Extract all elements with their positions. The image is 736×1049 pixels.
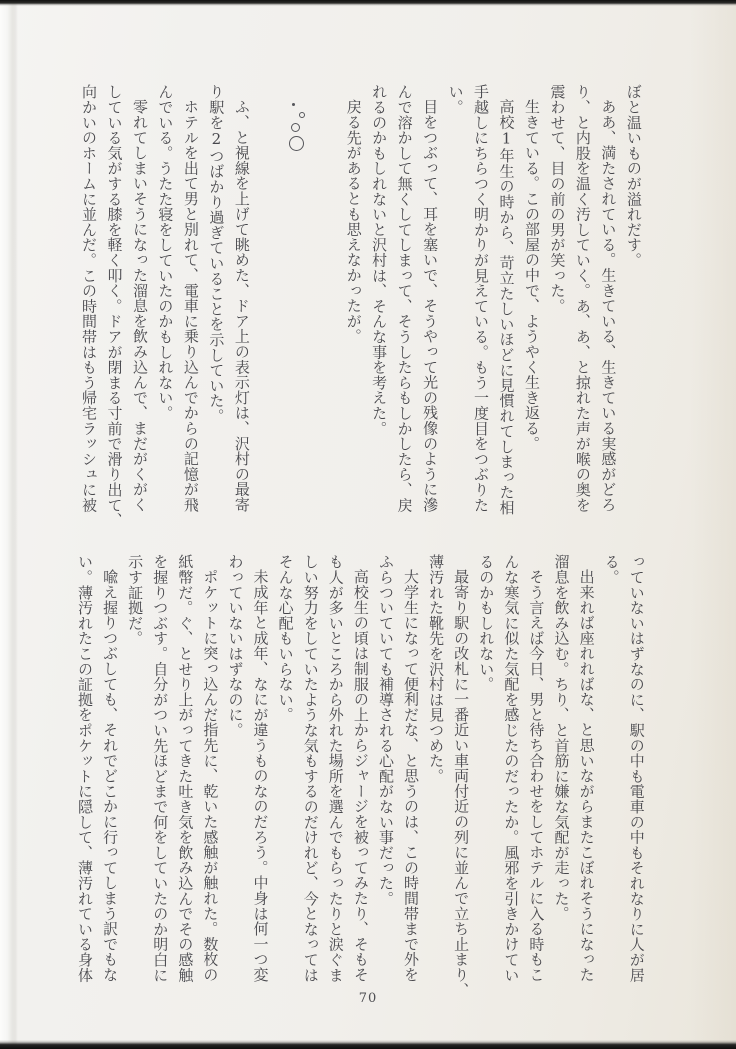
text-column: 高校1年生の時から、苛立たしいほどに見慣れてしまった相: [497, 99, 516, 516]
text-column: っていないはずなのに、駅の中も電車の中もそれなりに人が居: [627, 554, 646, 983]
text-column: 大学生になって便利だな、と思うのは、この時間帯まで外を: [402, 569, 421, 983]
text-column: そう言えば今日、男と待ち合わせをしてホテルに入る時もこ: [527, 569, 546, 983]
text-column: 戻る先があるとも思えなかったが。: [344, 99, 363, 344]
text-column: 手越しにちらつく明かりが見えている。もう一度目をつぶりた: [472, 84, 491, 513]
blank-column: [319, 84, 335, 536]
text-column: 目をつぶって、耳を塞いで、そうやって光の残像のように滲: [421, 99, 440, 513]
text-column: 震わせて、目の前の男が笑った。: [548, 84, 567, 314]
text-column: 示す証拠だ。: [126, 554, 145, 646]
text-column: ふらついていても補導される心配がない事だった。: [376, 554, 395, 906]
text-column: 喩え握りつぶしても、それでどこかに行ってしまう訳でもな: [101, 569, 120, 983]
text-column: り駅を2つばかり過ぎていることを示していた。: [207, 84, 226, 424]
text-column: ふ、と視線を上げて眺めた、ドア上の表示灯は、沢村の最寄: [232, 99, 251, 513]
text-column: 紙幣だ。ぐ、とせり上がってきた吐き気を飲み込んでその感触: [176, 554, 195, 983]
text-column: 未成年と成年、なにが違うものなのだろう。中身は何一つ変: [251, 569, 270, 983]
text-column: も人が多いところから外れた場所を選んでもらったりと涙ぐま: [326, 554, 345, 983]
text-column: 最寄り駅の改札に一番近い車両付近の列に並んで立ち止まり、: [452, 569, 471, 998]
text-column: り、と内股を温く汚していく。あ、あ、と掠れた声が喉の奥を: [573, 84, 592, 513]
text-column: 向かいのホームに並んだ。この時間帯はもう帰宅ラッシュに被: [80, 84, 98, 513]
text-column: い。薄汚れたこの証拠をポケットに隠して、薄汚れている身体: [76, 554, 94, 983]
scene-break-mark: [291, 123, 300, 132]
text-column: している気がする膝を軽く叩く。ドアが閉まる寸前で滑り出て、: [105, 84, 124, 528]
text-column: い。: [446, 84, 465, 115]
text-block-top: [80, 84, 641, 536]
scene-break-mark: [299, 112, 305, 118]
text-column: を握りつぶす。自分がつい先ほどまで何をしていたのか明白に: [151, 554, 170, 983]
scan-edge-top: [0, 0, 736, 6]
text-column: 零れてしまいそうになった溜息を飲み込んで、まだがくがく: [130, 99, 149, 513]
text-block-bottom: [76, 554, 646, 998]
text-column: ホテルを出て男と別れて、電車に乗り込んでからの記憶が飛: [181, 99, 200, 513]
page-number: 70: [358, 991, 378, 1006]
text-column: ぼと温いものが溢れだす。: [624, 84, 643, 268]
text-column: そんな心配もいらない。: [276, 554, 295, 723]
scan-shade-right: [690, 0, 736, 1049]
text-column: れるのかもしれないと沢村は、そんな事を考えた。: [370, 84, 389, 436]
text-column: んで溶かして無くしてしまって、そうしたらもしかしたら、戻: [395, 84, 414, 513]
text-column: る。: [602, 554, 621, 585]
scan-edge-bottom: [0, 1040, 736, 1049]
scene-break-mark: [292, 103, 295, 106]
text-column: 溜息を飲み込む。ちり、と首筋に嫌な気配が走った。: [552, 554, 571, 922]
scene-break-mark: [289, 136, 304, 151]
text-column: んでいる。うたた寝をしていたのかもしれない。: [156, 84, 175, 421]
text-column: 薄汚れた靴先を沢村は見つめた。: [427, 554, 446, 784]
text-column: ああ、満たされている。生きている、生きている実感がどろ: [599, 99, 618, 513]
text-column: 出来れば座れればな、と思いながらまたこぼれそうになった: [577, 569, 596, 983]
blank-column: [258, 84, 274, 536]
text-column: んな寒気に似た気配を感じたのだったか。風邪を引きかけてい: [502, 554, 521, 983]
text-column: 高校生の頃は制服の上からジャージを被ってみたり、そもそ: [351, 569, 370, 983]
scene-break-ornament: [289, 84, 305, 536]
text-column: ポケットに突っ込んだ指先に、乾いた感触が触れた。数枚の: [201, 569, 220, 983]
text-column: しい努力をしていたような気もするのだけれど、今となっては: [301, 554, 320, 983]
text-column: 生きている。この部屋の中で、ようやく生き返る。: [522, 99, 541, 451]
book-spine-edge: [0, 0, 18, 1049]
text-column: るのかもしれない。: [477, 554, 496, 692]
text-column: わっていないはずなのに。: [226, 554, 245, 738]
